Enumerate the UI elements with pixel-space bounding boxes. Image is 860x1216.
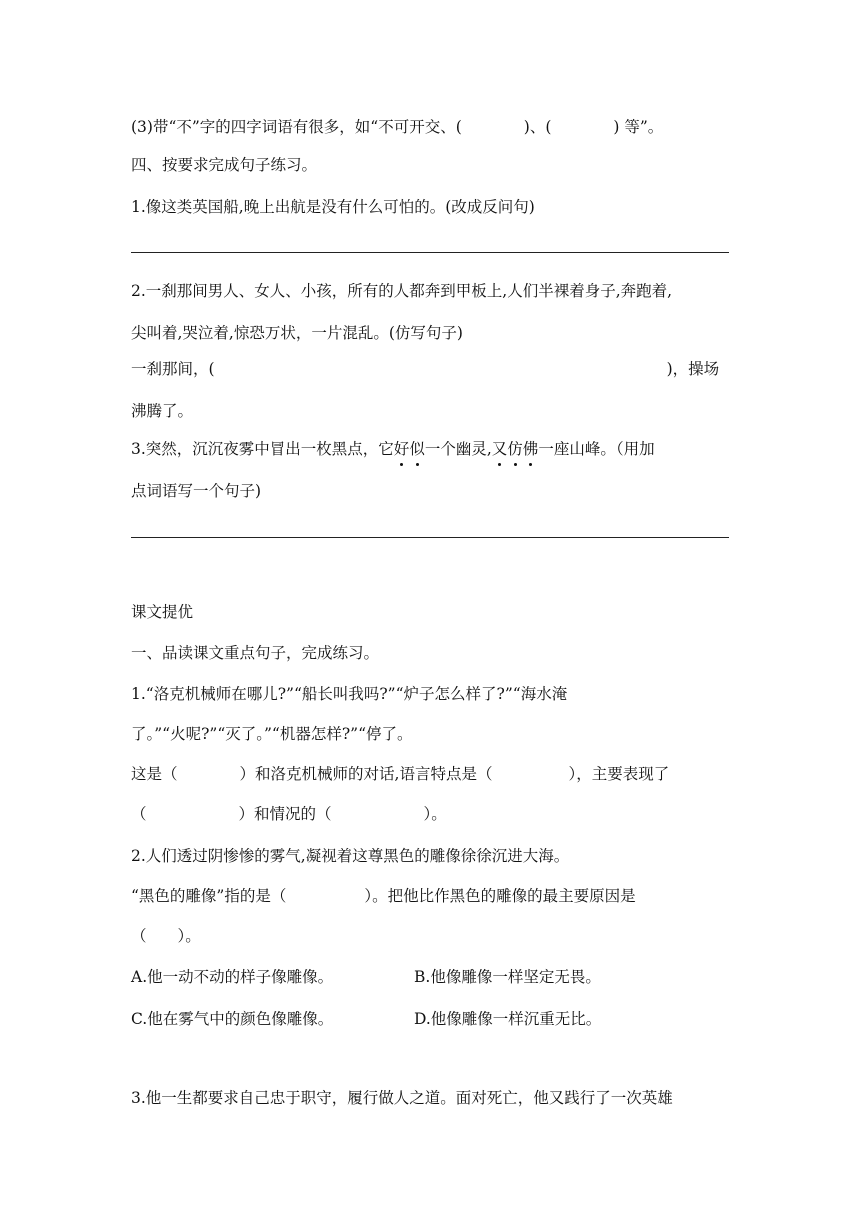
emphasis-dot-char: 佛	[522, 440, 539, 458]
emphasis-dot-char: 仿	[507, 440, 523, 458]
option-b[interactable]: B.他像雕像一样坚定无畏。	[414, 968, 601, 986]
emphasis-dot-char: 又	[491, 440, 508, 458]
section-heading: 四、按要求完成句子练习。	[131, 156, 318, 174]
question-text: 1.“洛克机械师在哪儿?”“船长叫我吗?”“炉子怎么样了?”“海水淹	[131, 685, 568, 703]
question-text: 3.他一生都要求自己忠于职守，履行做人之道。面对死亡，他又践行了一次英雄	[131, 1089, 673, 1107]
question-text: 点词语写一个句子)	[131, 482, 262, 500]
emphasis-dotted-word	[492, 440, 539, 458]
fill-blank-line: 一刹那间，( )，操场	[131, 360, 720, 378]
section-title: 课文提优	[131, 603, 194, 621]
question-text: （ ）。	[131, 927, 201, 945]
answer-line[interactable]	[131, 537, 729, 538]
q3-suffix: ) 等”。	[613, 118, 664, 136]
question-text: 2.一刹那间男人、女人、小孩，所有的人都奔到甲板上,人们半裸着身子,奔跑着,	[131, 282, 673, 300]
emphasis-dotted-word	[394, 440, 425, 458]
option-d[interactable]: D.他像雕像一样沉重无比。	[414, 1010, 602, 1028]
question-text: 1.像这类英国船,晚上出航是没有什么可怕的。(改成反问句)	[131, 198, 535, 216]
q3-separator: )、(	[523, 118, 552, 136]
option-a[interactable]: A.他一动不动的样子像雕像。	[131, 968, 334, 986]
question-text: 3.突然，沉沉夜雾中冒出一枚黑点，它好似一个幽灵,又仿佛一座山峰。（用加	[131, 440, 655, 458]
question-text: 2.人们透过阴惨惨的雾气,凝视着这尊黑色的雕像徐徐沉进大海。	[131, 847, 570, 865]
question-text: 沸腾了。	[131, 402, 194, 420]
question-text: 了。”“火呢?”“灭了。”“机器怎样?”“停了。	[131, 725, 413, 743]
section-heading: 一、品读课文重点句子，完成练习。	[131, 644, 380, 662]
fill-blank-line: （ ）和情况的（ ）。	[131, 805, 447, 823]
emphasis-dot-char: 似	[409, 440, 425, 458]
question-text: 尖叫着,哭泣着,惊恐万状，一片混乱。(仿写句子)	[131, 324, 463, 342]
fill-blank-line-3	[131, 117, 663, 137]
q3-prefix: (3)带“不”字的四字词语有很多，如“不可开交、(	[131, 118, 462, 136]
fill-blank-line: 这是（ ）和洛克机械师的对话,语言特点是（ ），主要表现了	[131, 765, 670, 783]
answer-line[interactable]	[131, 252, 729, 253]
option-c[interactable]: C.他在雾气中的颜色像雕像。	[131, 1010, 334, 1028]
fill-blank-line: “黑色的雕像”指的是（ ）。把他比作黑色的雕像的最主要原因是	[131, 887, 636, 905]
emphasis-dot-char: 好	[393, 440, 410, 458]
